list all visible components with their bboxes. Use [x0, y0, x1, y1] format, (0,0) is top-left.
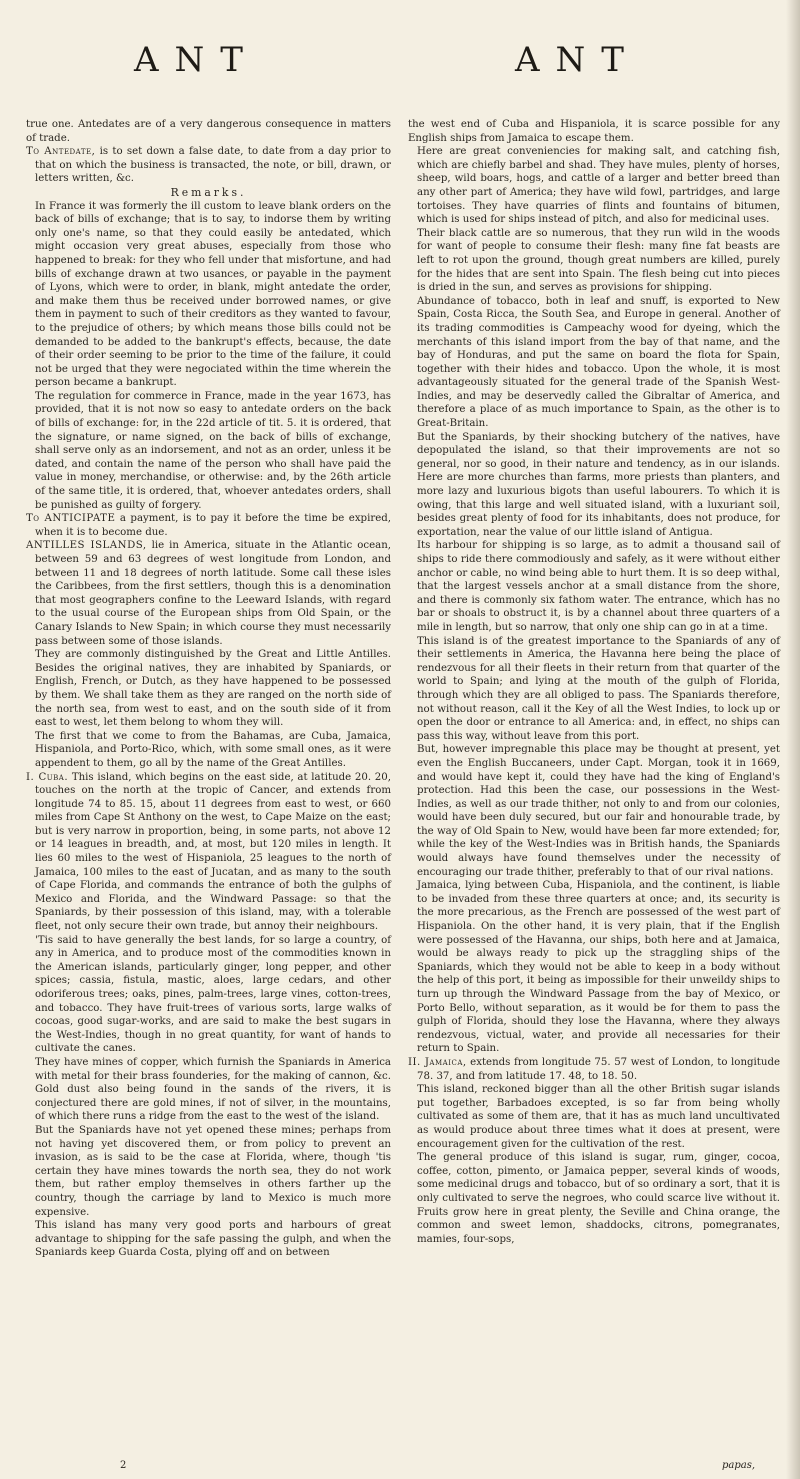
- entry-text: a payment, is to pay it before the time be expired, when it is to become due.: [35, 513, 391, 538]
- paragraph: Its harbour for shipping is so large, as to admit a thousand sail of ships to ride there commodiously and safely, as it were without either anchor or cable, no wind being able to hurt them. It is so deep withal, that the largest vessels anchor at a small distance from the shore, and there is commonly six fathom water. The entrance, which has no bar or shoals to obstruct it, is by a channel about three quarters of a mile in length, but so narrow, that only one ship can go in at a time.: [417, 540, 780, 633]
- catchword: papas,: [722, 1460, 756, 1471]
- entry-headword: To Antedate,: [26, 146, 96, 158]
- header-left: ANT: [134, 40, 259, 80]
- paragraph: But, however impregnable this place may be thought at present, yet even the English Buccaneers, under Capt. Morgan, took it in 1669, and would have kept it, could they have had the king of England's protection. Had this been the case, our possessions in the West-Indies, as well as our trade thither, not only to and from our colonies, would have been duly secured, but our fair and honourable trade, by the way of Old Spain to New, would have been far more extended; for, while the key of the West-Indies was in British hands, the Spaniards would always have found themselves under the necessity of encouraging our trade thither, preferably to that of our rival nations.: [417, 744, 780, 878]
- dictionary-entry: [26, 771, 391, 934]
- remarks-heading: Remarks.: [170, 185, 247, 199]
- paragraph: The regulation for commerce in France, made in the year 1673, has provided, that it is not now so easy to antedate orders on the back of bills of exchange: for, in the 22d article of tit. 5. it is ordered, that the signature, or name signed, on the back of bills of exchange, shall serve only as an indorsement, and not as an order, unless it be dated, and contain the name of the person who shall have paid the value in money, merchandise, or otherwise: and, by the 26th article of the same title, it is ordered, that, whoever antedates orders, shall be punished as guilty of forgery.: [35, 390, 391, 511]
- entry-text: is to set down a false date, to date from a day prior to that on which the business is transacted, the note, or bill, drawn, or letters written, &c.: [35, 146, 391, 185]
- entry-text: This island, which begins on the east side, at latitude 20. 20, touches on the north at the tropic of Cancer, and extends from longitude 74 to 85. 15, about 11 degrees from east to west, or 660 miles from Cape St Anthony on the west, to Cape Maize on the east; but is very narrow in proportion, being, in some parts, not above 12 or 14 leagues in breadth, and, at most, but 120 miles in length. It lies 60 miles to the west of Hispaniola, 25 leagues to the north of Jamaica, 100 miles to the east of Jucatan, and as many to the south of Cape Florida, and commands the entrance of both the gulphs of Mexico and Florida, and the Windward Passage: so that the Spaniards, by their possession of this island, may, with a tolerable fleet, not only secure their own trade, but annoy their neighbours.: [35, 771, 391, 933]
- entry-headword: To ANTICIPATE: [26, 513, 116, 525]
- paragraph: This island is of the greatest importance to the Spaniards of any of their settlements in America, the Havanna here being the place of rendezvous for all their fleets in their return from that quarter of the world to Spain; and lying at the mouth of the gulph of Florida, through which they are all obliged to pass. The Spaniards therefore, not without reason, call it the Key of all the West Indies, to lock up or open the door or entrance to all America: and, in effect, no ships can pass this way, without leave from this port.: [417, 635, 780, 742]
- running-header: [0, 40, 800, 100]
- dictionary-entry: [26, 539, 391, 648]
- entry-headword: II. Jamaica,: [408, 1056, 467, 1068]
- paragraph: The first that we come to from the Bahamas, are Cuba, Jamaica, Hispaniola, and Porto-Rico, which, with some small ones, as it were appendent to them, go all by the name of the Great Antilles.: [35, 730, 391, 769]
- paragraph: This island, reckoned bigger than all the other British sugar islands put together, Barbadoes excepted, is so far from being wholly cultivated as some of them are, that it has as much land uncultivated as would produce about three times what it does at present, were encouragement given for the cultivation of the rest.: [417, 1084, 780, 1150]
- paragraph: In France it was formerly the ill custom to leave blank orders on the back of bills of exchange; that is to say, to indorse them by writing only one's name, so that they could easily be antedated, which might occasion very great abuses, especially from those who happened to break: for they who fell under that misfortune, and had bills of exchange drawn at two usances, or payable in the payment of Lyons, which were to order, in blank, might antedate the order, and make them thus be received under borrowed names, or give them in payment to such of their creditors as they wanted to favour, to the prejudice of others; by which means those bills could not be demanded to be added to the bankrupt's effects, because, the date of their order seeming to be prior to the time of the failure, it could not be urged that they were negociated within the time wherein the person became a bankrupt.: [35, 200, 391, 389]
- dictionary-entry: [26, 512, 391, 539]
- paragraph: The general produce of this island is sugar, rum, ginger, cocoa, coffee, cotton, pimento, or Jamaica pepper, several kinds of woods, some medicinal drugs and tobacco, but of so ordinary a sort, that it is only cultivated to serve the negroes, who could scarce live without it. Fruits grow here in great plenty, the Seville and China orange, the common and sweet lemon, shaddocks, citrons, pomegranates, mamies, four-sops,: [417, 1152, 780, 1245]
- paragraph: Here are great conveniencies for making salt, and catching fish, which are chiefly barbel and shad. They have mules, plenty of horses, sheep, wild boars, hogs, and cattle of a larger and better breed than any other part of America; they have wild fowl, partridges, and large tortoises. They have quarries of flints and fountains of bitumen, which is used for ships instead of pitch, and also for medicinal uses.: [417, 146, 780, 226]
- paragraph: the west end of Cuba and Hispaniola, it is scarce possible for any English ships from Jamaica to escape them.: [408, 119, 780, 144]
- entry-headword: ANTILLES ISLANDS,: [26, 540, 147, 552]
- paragraph: Jamaica, lying between Cuba, Hispaniola, and the continent, is liable to be invaded from these three quarters at once; and, its security is the more precarious, as the French are possessed of the west part of Hispaniola. On the other hand, it is very plain, that if the English were possessed of the Havanna, our ships, both here and at Jamaica, would be always ready to pick up the straggling ships of the Spaniards, which they would not be able to keep in a body without the help of this port, it being as impossible for their unweildy ships to turn up through the Windward Passage from the bay of Mexico, or Porto Bello, without separation, as it would be for them to pass the gulph of Florida, should they lose the Havanna, where they always rendezvous, victual, water, and provide all necessaries for their return to Spain.: [417, 880, 780, 1055]
- entry-text: lie in America, situate in the Atlantic ocean, between 59 and 63 degrees of west longitude from London, and between 11 and 18 degrees of north latitude. Some call these isles the Caribbees, from the first settlers, though this is a denomination that most geographers confine to the Leeward Islands, with regard to the usual course of the European ships from Old Spain, or the Canary Islands to New Spain; in which course they must necessarily pass between some of those islands.: [35, 540, 391, 647]
- dictionary-entry: [408, 1056, 780, 1083]
- dictionary-entry: [26, 145, 391, 186]
- page-spine-shadow: [786, 0, 800, 1479]
- left-column: [26, 118, 391, 1260]
- paragraph: But the Spaniards, by their shocking butchery of the natives, have depopulated the island, so that their improvements are not so general, nor so good, in their nature and tendency, as in our islands. Here are more churches than farms, more priests than planters, and more lazy and luxurious bigots than useful labourers. To which it is owing, that this large and well situated island, with a luxuriant soil, besides great plenty of food for its inhabitants, does not produce, for exportation, near the value of our little island of Antigua.: [417, 431, 780, 538]
- paragraph: Abundance of tobacco, both in leaf and snuff, is exported to New Spain, Costa Ricca, the South Sea, and Europe in general. Another of its trading commodities is Campeachy wood for dyeing, which the merchants of this island import from the bay of that name, and the bay of Honduras, and put the same on board the flota for Spain, together with their hides and tobacco. Upon the whole, it is most advantageously situated for the general trade of the Spanish West-Indies, and may be deservedly called the Gibraltar of America, and therefore a place of as much importance to Spain, as the other is to Great-Britain.: [417, 295, 780, 430]
- paragraph: They are commonly distinguished by the Great and Little Antilles. Besides the original natives, they are inhabited by Spaniards, or English, French, or Dutch, as they have happened to be possessed by them. We shall take them as they are ranged on the north side of the north sea, from west to east, and on the south side of it from east to west, let them belong to whom they will.: [35, 649, 391, 729]
- paragraph: But the Spaniards have not yet opened these mines; perhaps from not having yet discovered them, or from policy to prevent an invasion, as is said to be the case at Florida, where, though 'tis certain they have mines towards the north sea, they do not work them, but rather employ themselves in others farther up the country, though the carriage by land to Mexico is much more expensive.: [35, 1124, 391, 1218]
- right-column: [408, 118, 780, 1246]
- entry-text: extends from longitude 75. 57 west of London, to longitude 78. 37, and from latitude 17. 48, to 18. 50.: [417, 1056, 780, 1082]
- paragraph: 'Tis said to have generally the best lands, for so large a country, of any in America, and to produce most of the commodities known in the American islands, particularly ginger, long pepper, and other spices; cassia, fistula, mastic, aloes, large cedars, and other odoriferous trees; oaks, pines, palm-trees, large vines, cotton-trees, and tobacco. They have fruit-trees of various sorts, large walks of cocoas, good sugar-works, and are said to make the best sugars in the West-Indies, though in no great quantity, for want of hands to cultivate the canes.: [35, 934, 391, 1055]
- entry-headword: I. Cuba.: [26, 771, 69, 783]
- signature-mark: 2: [120, 1460, 127, 1471]
- paragraph: true one. Antedates are of a very dangerous consequence in matters of trade.: [26, 119, 391, 144]
- paragraph: This island has many very good ports and harbours of great advantage to shipping for the safe passing the gulph, and when the Spaniards keep Guarda Costa, plying off and on between: [35, 1220, 391, 1259]
- paragraph: They have mines of copper, which furnish the Spaniards in America with metal for their brass founderies, for the making of cannon, &c. Gold dust also being found in the sands of the rivers, it is conjectured there are gold mines, if not of silver, in the mountains, of which there runs a ridge from the east to the west of the island.: [35, 1056, 391, 1123]
- paragraph: Their black cattle are so numerous, that they run wild in the woods for want of people to consume their flesh: many fine fat beasts are left to rot upon the ground, though great numbers are killed, purely for the hides that are sent into Spain. The flesh being cut into pieces is dried in the sun, and serves as provisions for shipping.: [417, 227, 780, 294]
- header-right: ANT: [515, 40, 640, 80]
